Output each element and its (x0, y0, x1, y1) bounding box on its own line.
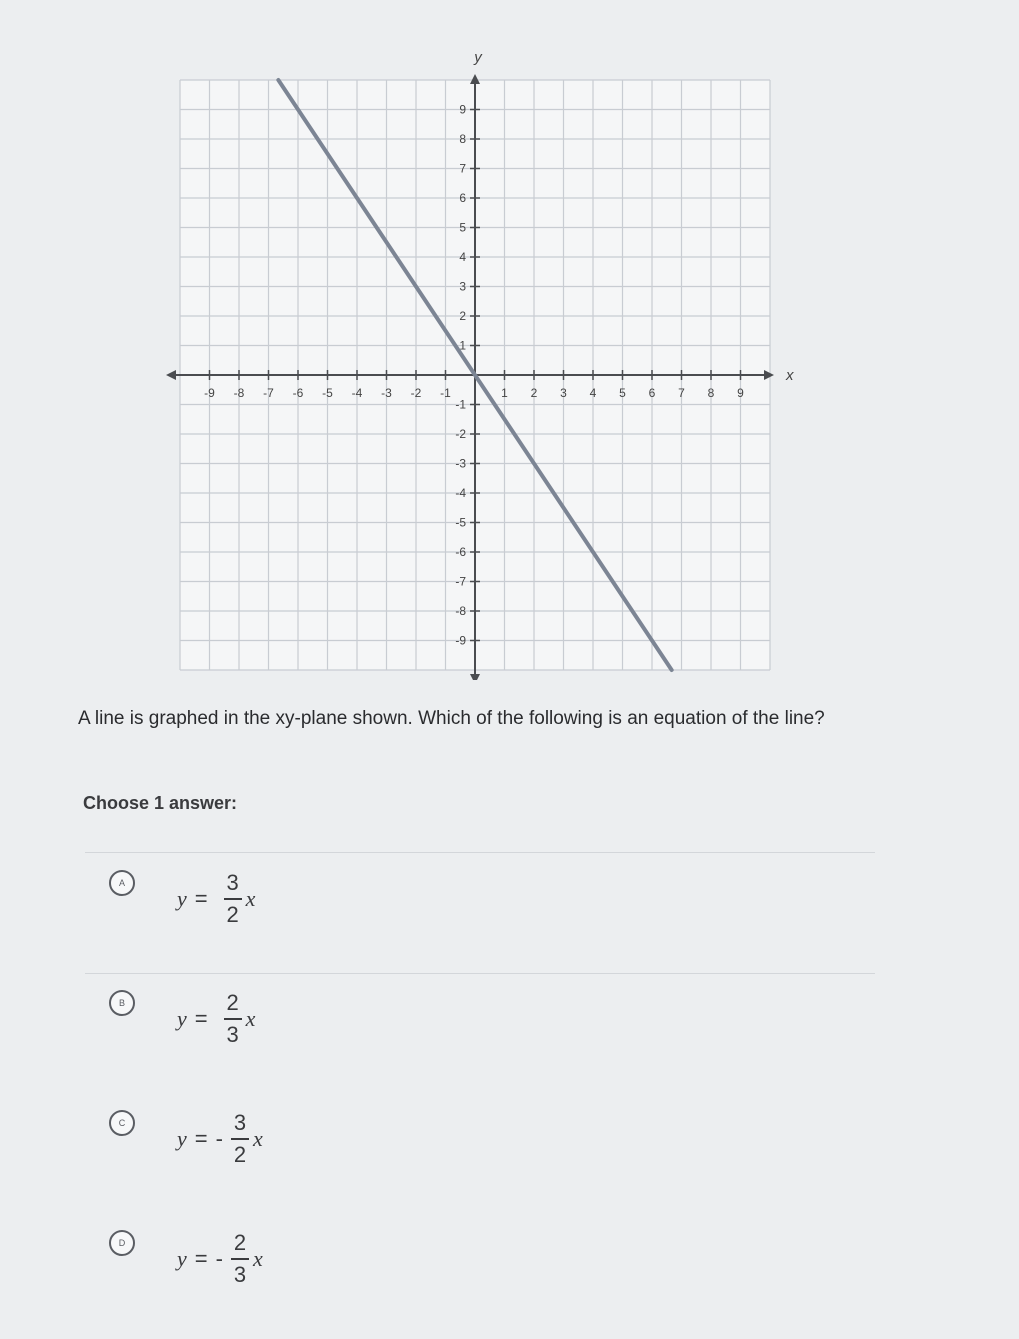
x-tick-label: -3 (381, 386, 392, 400)
x-tick-label: 1 (501, 386, 508, 400)
choice-b[interactable] (105, 990, 605, 1080)
equation-d: y = - $\frac{2}{3}$ x (177, 1230, 263, 1287)
y-tick-label: 9 (459, 102, 466, 117)
choice-c[interactable] (105, 1110, 605, 1200)
radio-c[interactable]: C (109, 1110, 135, 1136)
x-tick-label: -1 (440, 386, 451, 400)
y-tick-label: -1 (455, 397, 466, 412)
x-tick-label: -2 (410, 386, 422, 400)
y-tick-label: 2 (459, 309, 466, 323)
x-tick-label: -7 (263, 386, 274, 400)
divider (85, 852, 875, 853)
radio-a[interactable]: A (109, 870, 135, 896)
radio-d[interactable]: D (109, 1230, 135, 1256)
question-text: A line is graphed in the xy-plane shown. Which of the following is an equation of the line? (78, 708, 825, 729)
y-axis-arrow-up (470, 74, 480, 84)
equation-b: y = $\frac{2}{3}$ x (177, 990, 256, 1047)
y-tick-label: 7 (459, 161, 466, 176)
x-tick-label: -9 (204, 386, 215, 400)
y-tick-label: 4 (459, 250, 466, 264)
choose-prompt: Choose 1 answer: (83, 793, 238, 813)
x-tick-label: 4 (589, 386, 597, 400)
y-tick-label: -6 (455, 545, 466, 559)
y-tick-label: -8 (455, 604, 466, 618)
coordinate-graph (150, 30, 800, 680)
y-tick-label: -9 (455, 633, 466, 648)
x-tick-label: -6 (292, 386, 304, 400)
x-axis-label: x (786, 367, 794, 384)
y-tick-label: 6 (459, 191, 466, 205)
x-tick-label: 2 (530, 386, 538, 400)
x-tick-label: 7 (678, 386, 685, 400)
x-tick-label: 8 (707, 386, 715, 400)
equation-c: y = - $\frac{3}{2}$ x (177, 1110, 263, 1167)
y-tick-label: -2 (455, 427, 466, 441)
y-axis-label: y (474, 49, 482, 66)
y-tick-label: 5 (459, 220, 466, 235)
y-tick-label: 3 (459, 279, 466, 294)
fraction: $\frac{2}{3}$ (231, 1230, 249, 1288)
fraction: $\frac{3}{2}$ (231, 1110, 249, 1168)
x-tick-label: -5 (322, 386, 333, 400)
y-tick-label: -4 (455, 486, 466, 500)
fraction: $\frac{3}{2}$ (224, 870, 242, 928)
x-tick-label: -4 (351, 386, 363, 400)
y-tick-label: -3 (455, 456, 466, 471)
choice-a[interactable] (105, 870, 605, 960)
x-tick-label: 5 (619, 386, 626, 400)
equation-a: y = $\frac{3}{2}$ x (177, 870, 256, 927)
x-axis-arrow-left (166, 370, 176, 380)
y-tick-label: -7 (455, 574, 466, 589)
x-tick-label: 9 (737, 386, 744, 400)
y-tick-label: 1 (459, 338, 466, 353)
radio-b[interactable]: B (109, 990, 135, 1016)
choice-d[interactable] (105, 1230, 605, 1320)
divider (85, 973, 875, 974)
x-tick-label: 3 (560, 386, 567, 400)
y-tick-label: -5 (455, 515, 466, 530)
x-tick-label: -8 (233, 386, 245, 400)
x-tick-label: 6 (648, 386, 656, 400)
fraction: $\frac{2}{3}$ (224, 990, 242, 1048)
y-tick-label: 8 (459, 132, 466, 146)
y-axis-arrow-down (470, 674, 480, 680)
